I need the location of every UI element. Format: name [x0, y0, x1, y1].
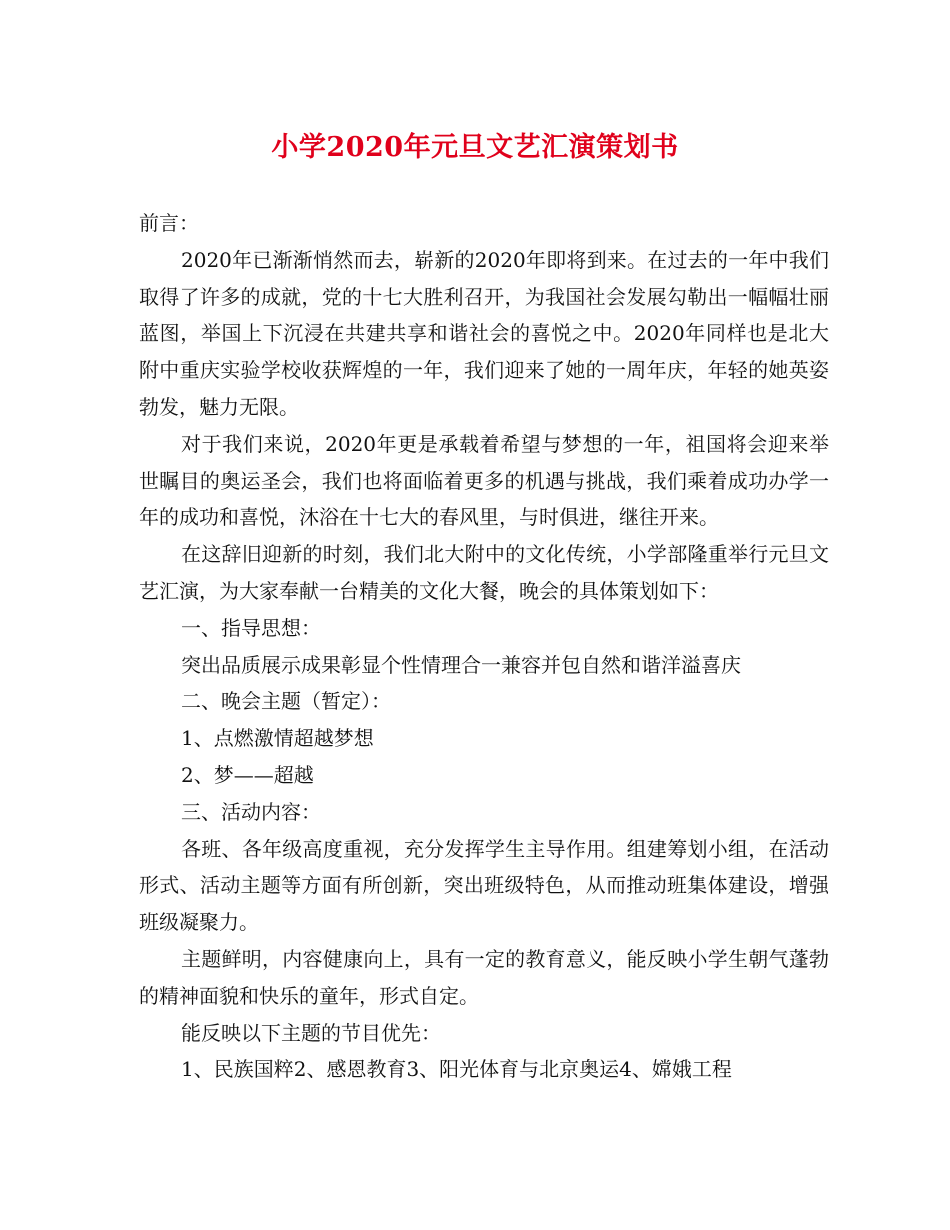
paragraph: 在这辞旧迎新的时刻，我们北大附中的文化传统，小学部隆重举行元旦文艺汇演，为大家奉献一台精美的文化大餐，晚会的具体策划如下：: [139, 542, 829, 603]
document-title: 小学2020年元旦文艺汇演策划书: [271, 132, 679, 163]
paragraph: 突出品质展示成果彰显个性情理合一兼容并包自然和谐洋溢喜庆: [181, 652, 741, 677]
paragraph: 对于我们来说，2020年更是承载着希望与梦想的一年，祖国将会迎来举世瞩目的奥运圣会，我们也将面临着更多的机遇与挑战，我们乘着成功办学一年的成功和喜悦，沐浴在十七大的春风里，与时俱进，继往开来。: [139, 431, 829, 530]
paragraph: 各班、各年级高度重视，充分发挥学生主导作用。组建筹划小组，在活动形式、活动主题等方面有所创新，突出班级特色，从而推动班集体建设，增强班级凝聚力。: [139, 836, 829, 935]
paragraph: 主题鲜明，内容健康向上，具有一定的教育意义，能反映小学生朝气蓬勃的精神面貌和快乐的童年，形式自定。: [139, 946, 829, 1008]
paragraph: 前言：: [139, 211, 199, 235]
paragraph: 2020年已渐渐悄然而去，崭新的2020年即将到来。在过去的一年中我们取得了许多的成就，党的十七大胜利召开，为我国社会发展勾勒出一幅幅壮丽蓝图，举国上下沉浸在共建共享和谐社会的喜悦之中。2020年同样也是北大附中重庆实验学校收获辉煌的一年，我们迎来了她的一周年庆，年轻的她英姿勃发，魅力无限。: [139, 247, 829, 419]
paragraph: 1、点燃激情超越梦想: [181, 726, 374, 751]
paragraph: 一、指导思想：: [181, 615, 321, 640]
paragraph: 1、民族国粹2、感恩教育3、阳光体育与北京奥运4、嫦娥工程: [181, 1057, 732, 1082]
paragraph: 三、活动内容：: [181, 799, 321, 824]
document-body: [139, 205, 829, 1088]
paragraph: 2、梦——超越: [181, 762, 314, 787]
paragraph: 能反映以下主题的节目优先：: [181, 1020, 441, 1045]
paragraph: 二、晚会主题（暂定）：: [181, 689, 391, 714]
